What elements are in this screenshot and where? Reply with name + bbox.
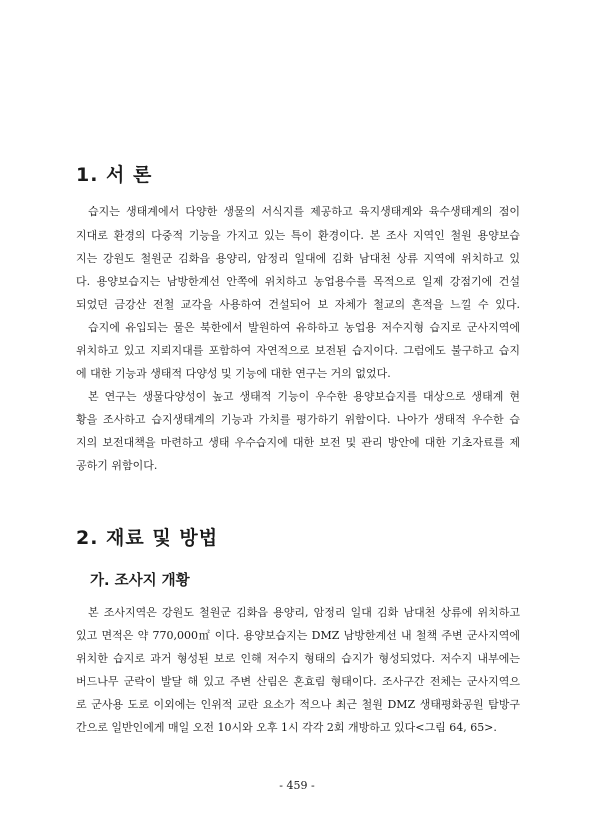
section-2-line: 버드나무 군락이 발달 해 있고 주변 산림은 혼효림 형태이다. 조사구간 전체는 군사지역으 bbox=[76, 675, 520, 688]
section-2-line: 로 군사용 도로 이외에는 인위적 교란 요소가 적으나 최근 철원 DMZ 생태평화공원 탐방구 bbox=[76, 698, 520, 711]
section-2-subheading: 가. 조사지 개황 bbox=[90, 573, 190, 589]
section-1-heading: 1. 서 론 bbox=[76, 164, 153, 186]
section-2-line: 본 조사지역은 강원도 철원군 김화읍 용양리, 암정리 일대 김화 남대천 상류에 위치하고 bbox=[88, 606, 520, 619]
section-1-line: 공하기 위함이다. bbox=[76, 459, 158, 472]
section-1-line: 지의 보전대책을 마련하고 생태 우수습지에 대한 보전 및 관리 방안에 대한 기초자료를 제 bbox=[76, 436, 520, 449]
section-2-line: 위치한 습지로 과거 형성된 보로 인해 저수지 형태의 습지가 형성되었다. 저수지 내부에는 bbox=[76, 652, 520, 665]
section-1-line: 지대로 환경의 다중적 기능을 가지고 있는 특이 환경이다. 본 조사 지역인 철원 용양보습 bbox=[76, 229, 520, 242]
section-1-line: 습지에 유입되는 물은 북한에서 발원하여 유하하고 농업용 저수지형 습지로 군사지역에 bbox=[88, 321, 520, 334]
section-1-line: 되었던 금강산 전철 교각을 사용하여 건설되어 보 자체가 철교의 흔적을 느낄 수 있다. bbox=[76, 298, 520, 311]
section-1-line: 황을 조사하고 습지생태계의 기능과 가치를 평가하기 위함이다. 나아가 생태적 우수한 습 bbox=[76, 413, 520, 426]
section-1-line: 본 연구는 생물다양성이 높고 생태적 기능이 우수한 용양보습지를 대상으로 생태계 현 bbox=[88, 390, 520, 403]
section-2-line: 있고 면적은 약 770,000㎡ 이다. 용양보습지는 DMZ 남방한계선 내 철책 주변 군사지역에 bbox=[76, 629, 520, 642]
section-2-line: 간으로 일반인에게 매일 오전 10시와 오후 1시 각각 2회 개방하고 있다<그림 64, 65>. bbox=[76, 721, 497, 734]
page-number: - 459 - bbox=[279, 779, 315, 792]
section-1-line: 다. 용양보습지는 남방한계선 안쪽에 위치하고 농업용수를 목적으로 일제 강점기에 건설 bbox=[76, 275, 520, 288]
section-1-line: 위치하고 있고 지뢰지대를 포함하여 자연적으로 보전된 습지이다. 그럼에도 불구하고 습지 bbox=[76, 344, 520, 357]
section-1-line: 지는 강원도 철원군 김화읍 용양리, 암정리 일대에 김화 남대천 상류 지역에 위치하고 있 bbox=[76, 252, 520, 265]
section-2-heading: 2. 재료 및 방법 bbox=[76, 527, 219, 549]
section-1-line: 습지는 생태계에서 다양한 생물의 서식지를 제공하고 육지생태계와 육수생태계의 점이 bbox=[88, 205, 520, 218]
section-1-line: 에 대한 기능과 생태적 다양성 및 기능에 대한 연구는 거의 없었다. bbox=[76, 367, 391, 380]
